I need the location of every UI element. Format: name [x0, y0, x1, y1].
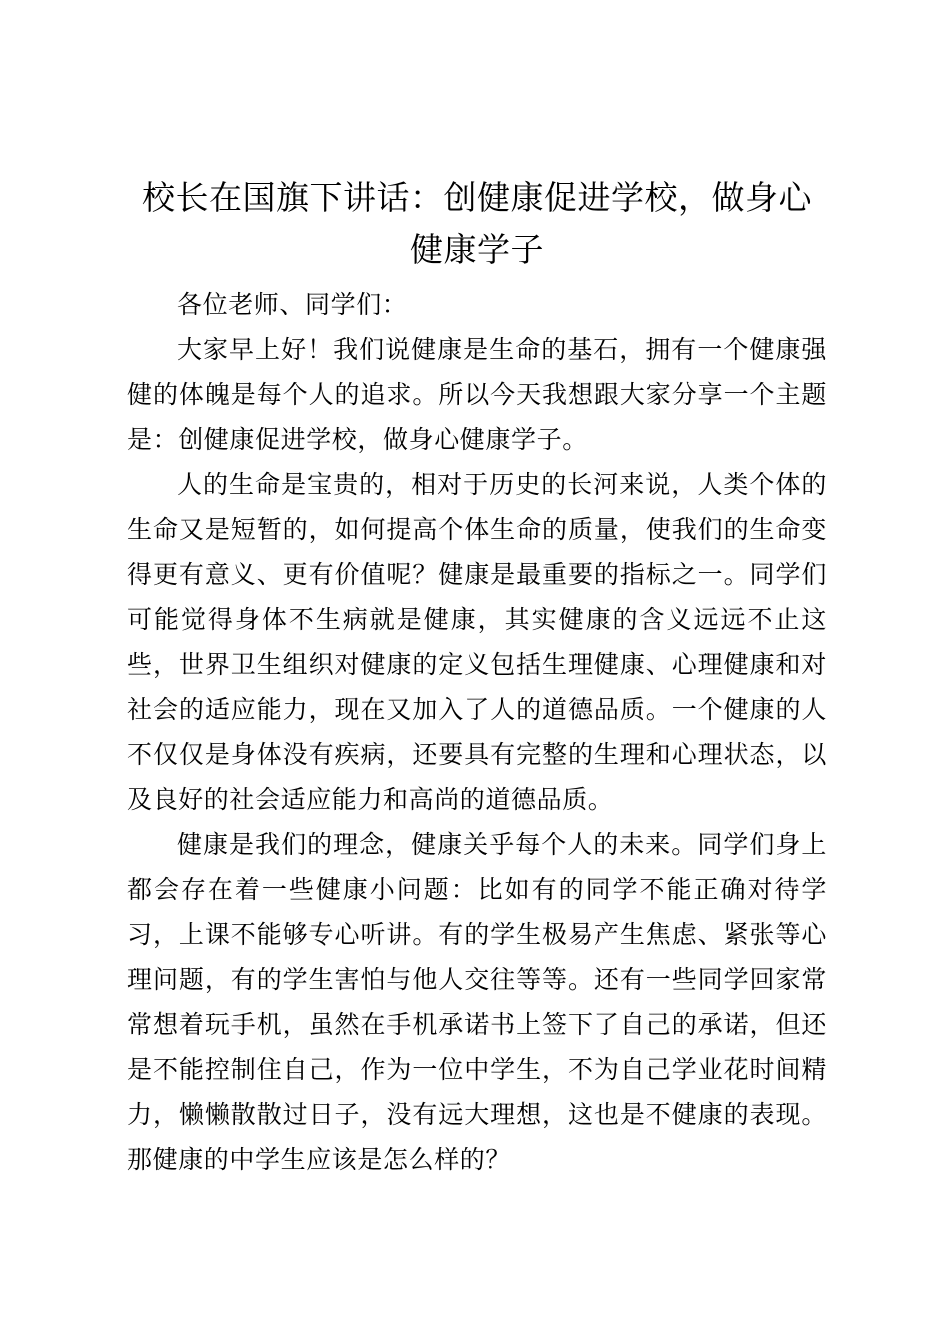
- salutation: 各位老师、同学们：: [177, 290, 408, 319]
- paragraph-1: 大家早上好！我们说健康是生命的基石，拥有一个健康强健的体魄是每个人的追求。所以今天我想跟大家分享一个主题是：创健康促进学校，做身心健康学子。: [127, 335, 827, 454]
- document-title-line-1: 校长在国旗下讲话：创健康促进学校，做身心: [142, 178, 812, 217]
- document-title: [127, 172, 827, 276]
- document-title-line-2: 健康学子: [410, 230, 544, 269]
- paragraph-2: 人的生命是宝贵的，相对于历史的长河来说，人类个体的生命又是短暂的，如何提高个体生命的质量，使我们的生命变得更有意义、更有价值呢？健康是最重要的指标之一。同学们可能觉得身体不生病就是健康，其实健康的含义远远不止这些，世界卫生组织对健康的定义包括生理健康、心理健康和对社会的适应能力，现在又加入了人的道德品质。一个健康的人不仅仅是身体没有疾病，还要具有完整的生理和心理状态，以及良好的社会适应能力和高尚的道德品质。: [127, 470, 827, 814]
- paragraph-3: 健康是我们的理念，健康关乎每个人的未来。同学们身上都会存在着一些健康小问题：比如有的同学不能正确对待学习，上课不能够专心听讲。有的学生极易产生焦虑、紧张等心理问题，有的学生害怕与他人交往等等。还有一些同学回家常常想着玩手机，虽然在手机承诺书上签下了自己的承诺，但还是不能控制住自己，作为一位中学生，不为自己学业花时间精力，懒懒散散过日子，没有远大理想，这也是不健康的表现。那健康的中学生应该是怎么样的？: [127, 830, 827, 1174]
- document-page: [127, 172, 827, 1182]
